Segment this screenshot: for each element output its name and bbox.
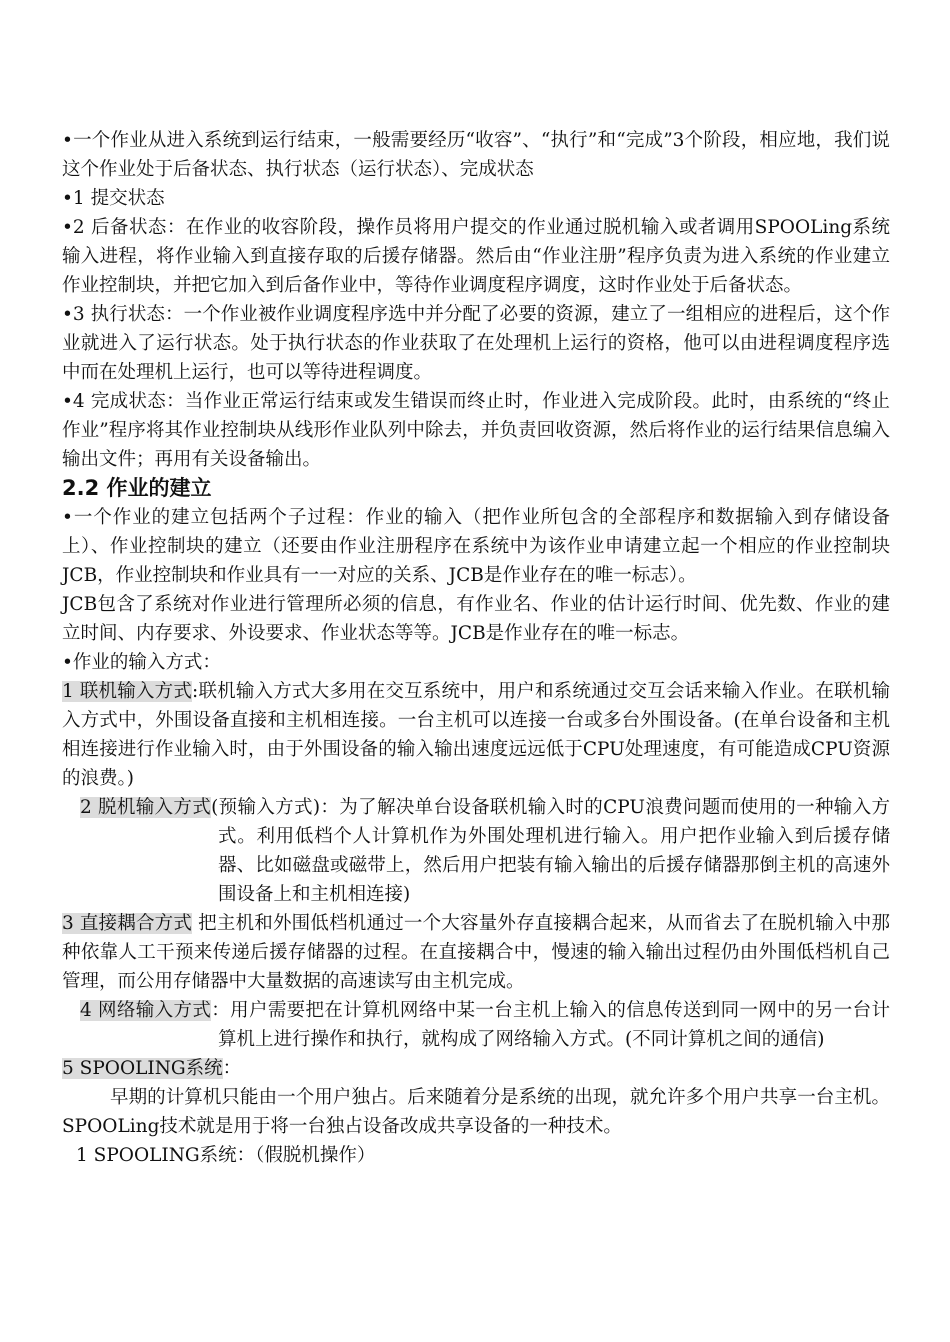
paragraph-direct-coupling	[62, 909, 890, 996]
paragraph-spooling-intro: 早期的计算机只能由一个用户独占。后来随着分是系统的出现，就允许多个用户共享一台主机。SPOOLing技术就是用于将一台独占设备改成共享设备的一种技术。	[62, 1087, 890, 1137]
direct-coupling-label: 3 直接耦合方式	[62, 913, 193, 934]
paragraph-execute-state: •3 执行状态：一个作业被作业调度程序选中并分配了必要的资源，建立了一组相应的进程后，这个作业就进入了运行状态。处于执行状态的作业获取了在处理机上运行的资格，他可以由进程调度程序选中而在处理机上运行，也可以等待进程调度。	[62, 304, 890, 383]
paragraph-submit-state: •1 提交状态	[62, 188, 165, 209]
document-body	[62, 126, 890, 1170]
network-input-label: 4 网络输入方式	[80, 1000, 212, 1021]
offline-input-label: 2 脱机输入方式	[80, 797, 212, 818]
paragraph-stages: •一个作业从进入系统到运行结束，一般需要经历“收容”、“执行”和“完成”3个阶段，相应地，我们说这个作业处于后备状态、执行状态（运行状态）、完成状态	[62, 130, 890, 180]
paragraph-jcb: JCB包含了系统对作业进行管理所必须的信息，有作业名、作业的估计运行时间、优先数、作业的建立时间、内存要求、外设要求、作业状态等等。JCB是作业存在的唯一标志。	[62, 594, 890, 644]
paragraph-spooling-system: 1 SPOOLING系统：（假脱机操作）	[76, 1145, 376, 1166]
paragraph-online-input	[62, 677, 890, 793]
paragraph-spooling	[62, 1054, 890, 1083]
paragraph-input-methods: •作业的输入方式：	[62, 652, 221, 673]
network-input-text: ：用户需要把在计算机网络中某一台主机上输入的信息传送到同一网中的另一台计算机上进行操作和执行，就构成了网络输入方式。(不同计算机之间的通信)	[211, 1000, 890, 1050]
paragraph-complete-state: •4 完成状态：当作业正常运行结束或发生错误而终止时，作业进入完成阶段。此时，由系统的“终止作业”程序将其作业控制块从线形作业队列中除去，并负责回收资源，然后将作业的运行结果信息编入输出文件；再用有关设备输出。	[62, 391, 890, 470]
paragraph-backup-state: •2 后备状态：在作业的收容阶段，操作员将用户提交的作业通过脱机输入或者调用SPOOLing系统输入进程，将作业输入到直接存取的后援存储器。然后由“作业注册”程序负责为进入系统的作业建立作业控制块，并把它加入到后备作业中，等待作业调度程序调度，这时作业处于后备状态。	[62, 217, 890, 296]
spooling-colon: ：	[222, 1058, 242, 1079]
paragraph-offline-input	[62, 793, 890, 909]
spooling-label: 5 SPOOLING系统	[62, 1058, 223, 1079]
online-input-label: 1 联机输入方式	[62, 681, 193, 702]
offline-input-text: (预输入方式)：为了解决单台设备联机输入时的CPU浪费问题而使用的一种输入方式。利用低档个人计算机作为外围处理机进行输入。用户把作业输入到后援存储器、比如磁盘或磁带上，然后用户把装有输入输出的后援存储器那倒主机的高速外围设备上和主机相连接)	[211, 797, 890, 905]
section-heading: 2.2 作业的建立	[62, 476, 212, 500]
online-input-text: :联机输入方式大多用在交互系统中，用户和系统通过交互会话来输入作业。在联机输入方式中，外围设备直接和主机相连接。一台主机可以连接一台或多台外围设备。(在单台设备和主机相连接进行作业输入时，由于外围设备的输入输出速度远远低于CPU处理速度，有可能造成CPU资源的浪费。)	[62, 681, 890, 789]
paragraph-network-input	[62, 996, 890, 1054]
paragraph-job-creation: •一个作业的建立包括两个子过程：作业的输入（把作业所包含的全部程序和数据输入到存储设备上）、作业控制块的建立（还要由作业注册程序在系统中为该作业申请建立起一个相应的作业控制块JCB，作业控制块和作业具有一一对应的关系、JCB是作业存在的唯一标志）。	[62, 507, 890, 586]
direct-coupling-text: 把主机和外围低档机通过一个大容量外存直接耦合起来，从而省去了在脱机输入中那种依靠人工干预来传递后援存储器的过程。在直接耦合中，慢速的输入输出过程仍由外围低档机自己管理，而公用存储器中大量数据的高速读写由主机完成。	[62, 913, 890, 992]
